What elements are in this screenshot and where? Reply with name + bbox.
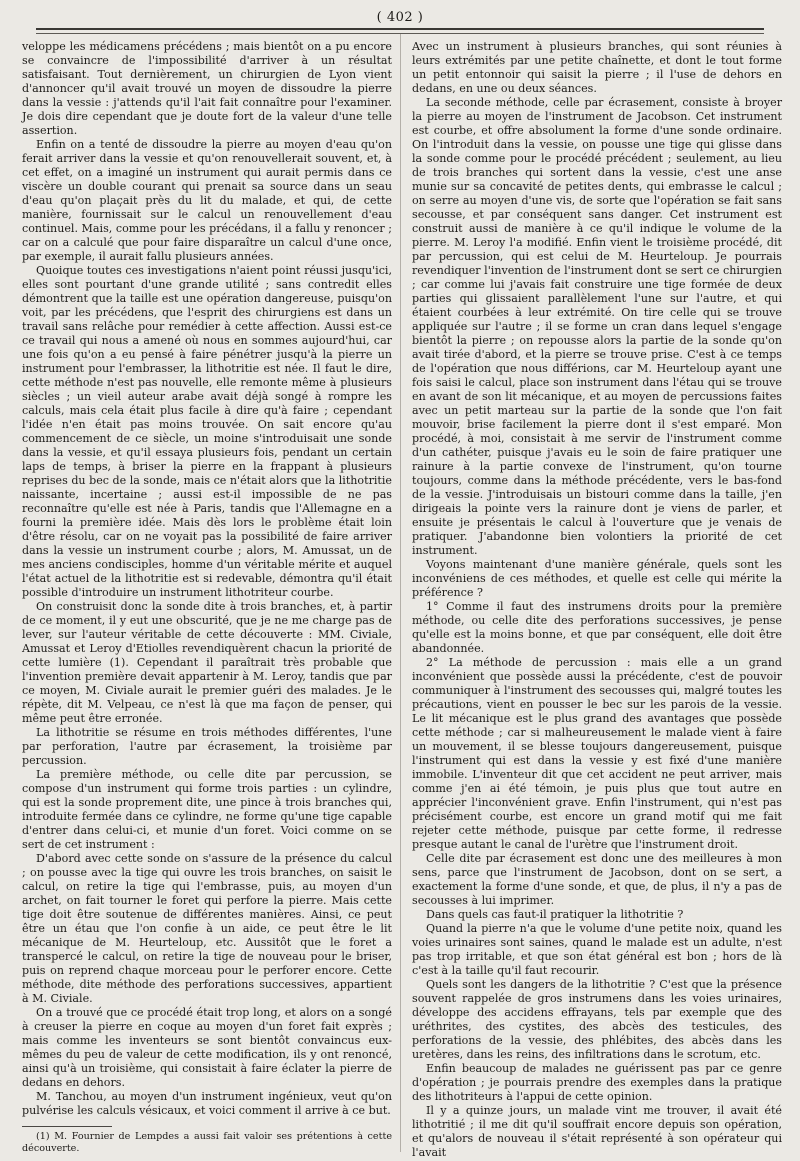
paragraph: On construisit donc la sonde dite à trois branches, et, à partir de ce moment, il y eut une obscurité, que je ne me charge pas de lever, sur l'auteur véritable de cette découverte : MM. Civiale, Amussat et Leroy d'Etiolles revendiquèrent chacun la priorité de cette lumière (1). Cependant il paraîtrait très probable que l'invention première devait appartenir à M. Leroy, tandis que par ce moyen, M. Civiale aurait le premier guéri des malades. Je le répète, dit M. Velpeau, ce n'est là que ma façon de penser, qui même peut être erronée. bbox=[22, 600, 392, 725]
paragraph: Quels sont les dangers de la lithotritie ? C'est que la présence souvent rappelée de gros instrumens dans les voies urinaires, développe des accidens effrayans, tels par exemple que des uréthrites, des cystites, des abcès des testicules, des perforations de la vessie, des phlébites, des abcès dans les uretères, dans les reins, des infiltrations dans le scrotum, etc. bbox=[412, 978, 782, 1061]
column-divider bbox=[400, 34, 401, 1152]
paragraph: Enfin on a tenté de dissoudre la pierre au moyen d'eau qu'on ferait arriver dans la vessie et qu'on renouvellerait souvent, et, à cet effet, on a imaginé un instrument qui aurait permis dans ce viscère un double courant qui prenait sa source dans un seau d'eau qu'on plaçait près du lit du malade, et qui, de cette manière, fournissait sur le calcul un renouvellement d'eau continuel. Mais, comme pour les précédans, il a fallu y renoncer ; car on a calculé que pour faire disparaître un calcul d'une once, par exemple, il aurait fallu plusieurs années. bbox=[22, 138, 392, 263]
paragraph: Celle dite par écrasement est donc une des meilleures à mon sens, parce que l'instrument de Jacobson, dont on se sert, a exactement la forme d'une sonde, et que, de plus, il n'y a pas de secousses à lui imprimer. bbox=[412, 852, 782, 907]
paragraph: On a trouvé que ce procédé était trop long, et alors on a songé à creuser la pierre en coque au moyen d'un foret fait exprès ; mais comme les inventeurs se sont bientôt convaincus eux-mêmes du peu de valeur de cette modification, ils y ont renoncé, ainsi qu'à un troisième, qui consistait à faire éclater la pierre de dedans en dehors. bbox=[22, 1006, 392, 1089]
paragraph: La seconde méthode, celle par écrasement, consiste à broyer la pierre au moyen de l'instrument de Jacobson. Cet instrument est courbe, et offre absolument la forme d'une sonde ordinaire. On l'introduit dans la vessie, on pousse une tige qui glisse dans la sonde comme pour le procédé précédent ; seulement, au lieu de trois branches qui sortent dans la vessie, c'est une anse munie sur sa concavité de petites dents, qui embrasse le calcul ; on serre au moyen d'une vis, de sorte que l'opération se fait sans secousse, et par conséquent sans danger. Cet instrument est construit aussi de manière à ce qu'il indique le volume de la pierre. M. Leroy l'a modifié. Enfin vient le troisième procédé, dit par percussion, qui est celui de M. Heurteloup. Je pourrais revendiquer l'invention de l'instrument dont se sert ce chirurgien ; car comme lui j'avais fait construire une tige formée de deux parties qui glissaient parallèlement l'une sur l'autre, et qui étaient courbées à leur extrémité. On tire celle qui se trouve appliquée sur l'autre ; il se forme un cran dans lequel s'engage bientôt la pierre ; on repousse alors la partie de la sonde qu'on avait tirée d'abord, et la pierre se trouve prise. C'est à ce temps de l'opération que nous différions, car M. Heurteloup ayant une fois saisi le calcul, place son instrument dans l'étau qui se trouve en avant de son lit mécanique, et au moyen de percussions faites avec un petit marteau sur la partie de la sonde que l'on fait mouvoir, brise facilement la pierre dont il s'est emparé. Mon procédé, à moi, consistait à me servir de l'instrument comme d'un cathéter, puisque j'avais eu le soin de faire pratiquer une rainure à la partie convexe de l'instrument, qu'on tourne toujours, comme dans la méthode précédente, vers le bas-fond de la vessie. J'introduisais un bistouri comme dans la taille, j'en dirigeais la pointe vers la rainure dont je viens de parler, et ensuite je présentais le calcul à l'ouverture que je venais de pratiquer. J'abandonne bien volontiers la priorité de cet instrument. bbox=[412, 96, 782, 557]
paragraph: La lithotritie se résume en trois méthodes différentes, l'une par perforation, l'autre par écrasement, la troisième par percussion. bbox=[22, 726, 392, 767]
paragraph: Avec un instrument à plusieurs branches, qui sont réunies à leurs extrémités par une petite chaînette, et dont le tout forme un petit entonnoir qui saisit la pierre ; il l'use de dehors en dedans, en une ou deux séances. bbox=[412, 40, 782, 95]
paragraph: 2° La méthode de percussion : mais elle a un grand inconvénient que possède aussi la précédente, c'est de pouvoir communiquer à l'instrument des secousses qui, malgré toutes les précautions, vient en pousser le bec sur les parois de la vessie. Le lit mécanique est le plus grand des avantages que possède cette méthode ; car si malheureusement le malade vient à faire un mouvement, il se blesse toujours dangereusement, puisque l'instrument qui est dans la vessie y est fixé d'une manière immobile. L'inventeur dit que cet accident ne peut arriver, mais comme j'en ai été témoin, je puis plus que tout autre en apprécier l'inconvénient grave. Enfin l'instrument, qui n'est pas précisément courbe, est encore un grand motif qui me fait rejeter cette méthode, puisque par cette forme, il redresse presque autant le canal de l'urètre que l'instrument droit. bbox=[412, 656, 782, 851]
footnote-rule bbox=[22, 1126, 112, 1127]
paragraph: Il y a quinze jours, un malade vint me trouver, il avait été lithotritié ; il me dit qu'il souffrait encore depuis son opération, et qu'alors de nouveau il s'était représenté à son opérateur qui l'avait bbox=[412, 1104, 782, 1159]
right-column bbox=[412, 40, 782, 1160]
page-header bbox=[0, 6, 800, 30]
paragraph: Enfin beaucoup de malades ne guérissent pas par ce genre d'opération ; je pourrais prendre des exemples dans la pratique des lithotriteurs à l'appui de cette opinion. bbox=[412, 1062, 782, 1103]
paragraph: Quand la pierre n'a que le volume d'une petite noix, quand les voies urinaires sont saines, quand le malade est un adulte, n'est pas trop irritable, et que son état général est bon ; hors de là c'est à la taille qu'il faut recourir. bbox=[412, 922, 782, 977]
paragraph: La première méthode, ou celle dite par percussion, se compose d'un instrument qui forme trois parties : un cylindre, qui est la sonde proprement dite, une pince à trois branches qui, introduite fermée dans ce cylindre, ne forme qu'une tige capable d'entrer dans celui-ci, et munie d'un foret. Voici comme on se sert de cet instrument : bbox=[22, 768, 392, 851]
paragraph: Voyons maintenant d'une manière générale, quels sont les inconvéniens de ces méthodes, et quelle est celle qui mérite la préférence ? bbox=[412, 558, 782, 599]
paragraph: M. Tanchou, au moyen d'un instrument ingénieux, veut qu'on pulvérise les calculs vésicaux, et voici comment il arrive à ce but. bbox=[22, 1090, 392, 1117]
paragraph: Dans quels cas faut-il pratiquer la lithotritie ? bbox=[426, 908, 684, 921]
left-column bbox=[22, 40, 392, 1155]
paragraph: veloppe les médicamens précédens ; mais bientôt on a pu encore se convaincre de l'impossibilité d'arriver à un résultat satisfaisant. Tout dernièrement, un chirurgien de Lyon vient d'annoncer qu'il avait trouvé un moyen de dissoudre la pierre dans la vessie : j'attends qu'il l'ait fait connaître pour l'examiner. Je dois dire cependant que je doute fort de la valeur d'une telle assertion. bbox=[22, 40, 392, 137]
paragraph: D'abord avec cette sonde on s'assure de la présence du calcul ; on pousse avec la tige qui ouvre les trois branches, on saisit le calcul, on retire la tige qui l'embrasse, puis, au moyen d'un archet, on fait tourner le foret qui perfore la pierre. Mais cette tige doit être soutenue de différentes manières. Ainsi, ce peut être un étau que l'on confie à un aide, ce peut être le lit mécanique de M. Heurteloup, etc. Aussitôt que le foret a transpercé le calcul, on retire la tige de nouveau pour le briser, puis on reprend chaque morceau pour le perforer encore. Cette méthode, dite méthode des perforations successives, appartient à M. Civiale. bbox=[22, 852, 392, 1005]
paragraph: 1° Comme il faut des instrumens droits pour la première méthode, ou celle dite des perforations successives, je pense qu'elle est la moins bonne, et que par conséquent, elle doit être abandonnée. bbox=[412, 600, 782, 655]
footnote: (1) M. Fournier de Lempdes a aussi fait valoir ses prétentions à cette découverte. bbox=[22, 1131, 392, 1154]
paragraph: Quoique toutes ces investigations n'aient point réussi jusqu'ici, elles sont pourtant d'une grande utilité ; sans contredit elles démontrent que la taille est une opération dangereuse, puisqu'on voit, par les précédens, que l'esprit des chirurgiens est dans un travail sans relâche pour remédier à cette affection. Aussi est-ce ce travail qui nous a amené où nous en sommes aujourd'hui, car une fois qu'on a eu pensé à faire pénétrer jusqu'à la pierre un instrument pour l'embrasser, la lithotritie est née. Il faut le dire, cette méthode n'est pas nouvelle, elle remonte même à plusieurs siècles ; un vieil auteur arabe avait déjà songé à rompre les calculs, mais cela était plus facile à dire qu'à faire ; cependant l'idée n'en était pas moins trouvée. On sait encore qu'au commencement de ce siècle, un moine s'introduisait une sonde dans la vessie, et qu'il essaya plusieurs fois, pendant un certain laps de temps, à briser la pierre en la frappant à plusieurs reprises du bec de la sonde, mais ce n'était alors que la lithotritie naissante, incertaine ; aussi est-il impossible de ne pas reconnaître qu'elle est née à Paris, tandis que l'Allemagne en a fourni la première idée. Mais dès lors le problème était loin d'être résolu, car on ne voyait pas la possibilité de faire arriver dans la vessie un instrument courbe ; alors, M. Amussat, un de mes anciens condisciples, homme d'un véritable mérite et auquel l'état actuel de la lithotritie est si redevable, démontra qu'il était possible d'introduire un instrument lithotriteur courbe. bbox=[22, 264, 392, 599]
page-number: ( 402 ) bbox=[376, 10, 424, 25]
